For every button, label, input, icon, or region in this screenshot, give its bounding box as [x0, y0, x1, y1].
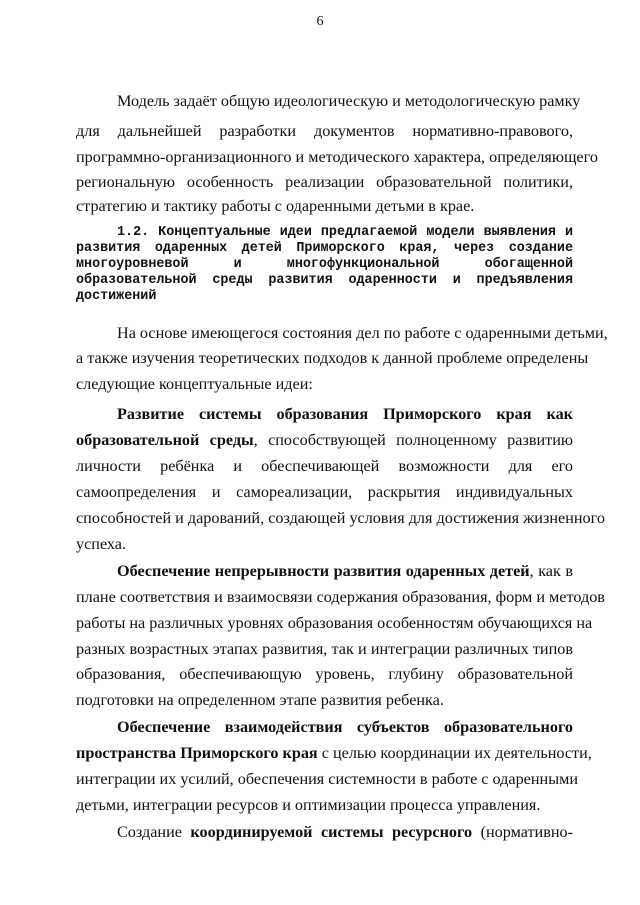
paragraph-line: разных возрастных этапах развития, так и интеграции различных типов	[76, 640, 573, 658]
section-heading-line: многоуровневой и многофункциональной обогащенной	[76, 257, 573, 272]
paragraph-line: региональную особенность реализации образовательной политики,	[76, 173, 573, 191]
text-run: (нормативно-	[472, 823, 573, 841]
paragraph-line: интеграции их усилий, обеспечения системности в работе с одаренными	[76, 770, 578, 788]
paragraph-line	[76, 430, 573, 450]
bold-phrase: Обеспечение взаимодействия субъектов образовательного	[117, 718, 573, 736]
paragraph-line: следующие концептуальные идеи:	[76, 375, 313, 393]
section-heading-line: достижений	[76, 289, 157, 304]
paragraph-line: Модель задаёт общую идеологическую и методологическую рамку	[117, 92, 581, 110]
text-run: , как в	[529, 562, 574, 580]
paragraph-line: плане соответствия и взаимосвязи содержания образования, форм и методов	[76, 588, 605, 606]
bold-phrase: Обеспечение непрерывности развития одаренных детей	[117, 562, 530, 580]
paragraph-line: личности ребёнка и обеспечивающей возможности для его	[76, 457, 573, 475]
paragraph-line: а также изучения теоретических подходов к данной проблеме определены	[76, 349, 589, 367]
text-run: Создание	[117, 823, 191, 841]
paragraph-line	[117, 717, 573, 737]
text-run: с целью координации их деятельности,	[317, 744, 592, 762]
paragraph-line: стратегию и тактику работы с одаренными детьми в крае.	[76, 197, 475, 215]
paragraph-line: программно-организационного и методического характера, определяющего	[76, 148, 598, 166]
paragraph-line: На основе имеющегося состояния дел по работе с одаренными детьми,	[117, 324, 608, 342]
bold-phrase: Развитие системы образования Приморского края как	[117, 405, 573, 423]
section-heading-line: 1.2. Концептуальные идеи предлагаемой модели выявления и	[117, 225, 573, 240]
paragraph-line	[117, 561, 573, 581]
paragraph-line	[117, 822, 573, 842]
section-heading-line: образовательной среды развития одаренности и предъявления	[76, 273, 573, 288]
paragraph-line: успеха.	[76, 535, 127, 553]
section-heading-line: развития одаренных детей Приморского края, через создание	[76, 241, 573, 256]
paragraph-line	[76, 743, 592, 763]
bold-phrase: координируемой системы ресурсного	[190, 823, 473, 841]
bold-phrase: пространства Приморского края	[76, 744, 318, 762]
paragraph-line: детьми, интеграции ресурсов и оптимизации процесса управления.	[76, 796, 541, 814]
paragraph-line: самоопределения и самореализации, раскрытия индивидуальных	[76, 483, 573, 501]
page-number: 6	[316, 14, 324, 29]
paragraph-line	[117, 404, 573, 424]
paragraph-line: способностей и дарований, создающей условия для достижения жизненного	[76, 509, 605, 527]
bold-phrase: образовательной среды	[76, 431, 254, 449]
paragraph-line: подготовки на определенном этапе развития ребенка.	[76, 691, 444, 709]
paragraph-line: для дальнейшей разработки документов нормативно-правового,	[76, 122, 573, 140]
text-run: , способствующей полноценному развитию	[253, 431, 573, 449]
paragraph-line: образования, обеспечивающую уровень, глубину образовательной	[76, 665, 573, 683]
paragraph-line: работы на различных уровнях образования особенностям обучающихся на	[76, 614, 593, 632]
